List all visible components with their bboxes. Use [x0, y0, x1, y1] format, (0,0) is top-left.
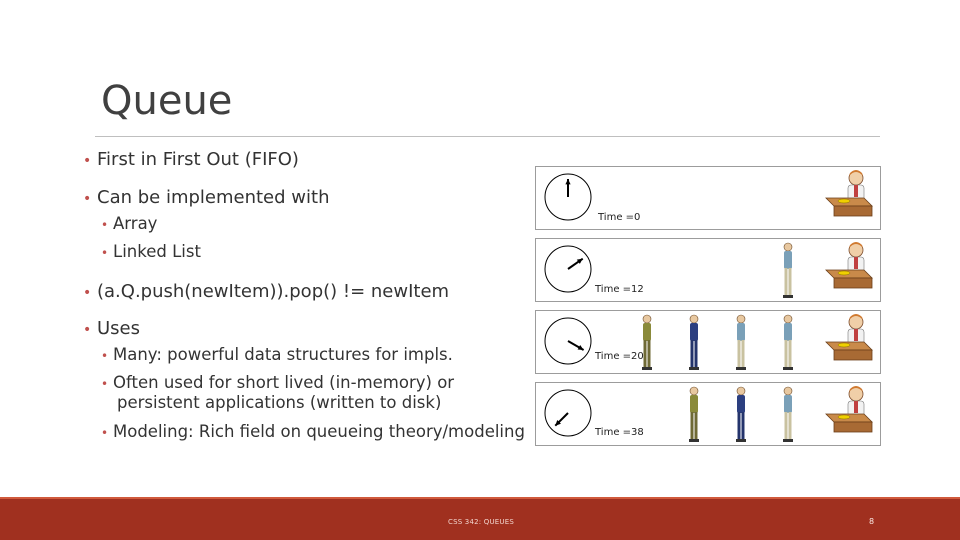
- clock-icon: [543, 172, 593, 222]
- bullet-dot: •: [101, 349, 109, 363]
- slide-title: Queue: [101, 78, 233, 124]
- customer-person-icon: [779, 241, 797, 301]
- time-label: Time =0: [598, 212, 641, 223]
- bullet-dot: •: [101, 426, 109, 440]
- time-label: Time =12: [595, 284, 644, 295]
- customer-person-icon: [685, 313, 703, 373]
- bullet-text: (a.Q.push(newItem)).pop() != newItem: [97, 281, 450, 302]
- queue-time-row: [535, 310, 881, 374]
- customer-person-icon: [685, 385, 703, 445]
- customer-person-icon: [779, 313, 797, 373]
- teller-icon: [824, 240, 874, 296]
- bullet-text: Uses: [97, 318, 141, 339]
- page-number: 8: [869, 517, 875, 526]
- time-label: Time =38: [595, 427, 644, 438]
- customer-person-icon: [638, 313, 656, 373]
- teller-icon: [824, 312, 874, 368]
- bullet-dot: •: [83, 285, 92, 301]
- time-label: Time =20: [595, 351, 644, 362]
- sub-bullet-many: [101, 345, 453, 364]
- teller-icon: [824, 384, 874, 440]
- sub-bullet-often-cont: [117, 393, 441, 412]
- bullet-dot: •: [83, 322, 92, 338]
- bullet-uses: [83, 318, 140, 339]
- queue-time-row: [535, 238, 881, 302]
- bullet-dot: •: [83, 191, 92, 207]
- teller-icon: [824, 168, 874, 224]
- sub-bullet-often: [101, 373, 454, 392]
- title-divider: [95, 136, 880, 137]
- bullet-implemented: [83, 187, 329, 208]
- footer-accent-line: [0, 497, 960, 499]
- clock-icon: [543, 388, 593, 438]
- bullet-text: Linked List: [113, 242, 201, 261]
- bullet-text: Many: powerful data structures for impls.: [113, 345, 453, 364]
- sub-bullet-linked-list: [101, 242, 201, 261]
- queue-time-row: [535, 382, 881, 446]
- customer-person-icon: [732, 385, 750, 445]
- footer-course-label: CSS 342: QUEUES: [448, 518, 514, 526]
- bullet-dot: •: [83, 153, 92, 169]
- bullet-dot: •: [101, 377, 109, 391]
- bullet-text: Can be implemented with: [97, 187, 330, 208]
- footer-bar: [0, 497, 960, 540]
- customer-person-icon: [732, 313, 750, 373]
- sub-bullet-array: [101, 214, 157, 233]
- bullet-dot: •: [101, 246, 109, 260]
- bullet-text: Array: [113, 214, 158, 233]
- queue-time-row: [535, 166, 881, 230]
- clock-icon: [543, 244, 593, 294]
- bullet-text: Often used for short lived (in-memory) or: [113, 373, 455, 392]
- bullet-push-pop: [83, 281, 449, 302]
- customer-person-icon: [779, 385, 797, 445]
- sub-bullet-modeling: [101, 422, 525, 441]
- clock-icon: [543, 316, 593, 366]
- bullet-dot: •: [101, 218, 109, 232]
- bullet-text: Modeling: Rich field on queueing theory/modeling: [113, 422, 525, 441]
- bullet-text: persistent applications (written to disk): [117, 393, 442, 412]
- bullet-text: First in First Out (FIFO): [97, 149, 299, 170]
- bullet-fifo: [83, 149, 299, 170]
